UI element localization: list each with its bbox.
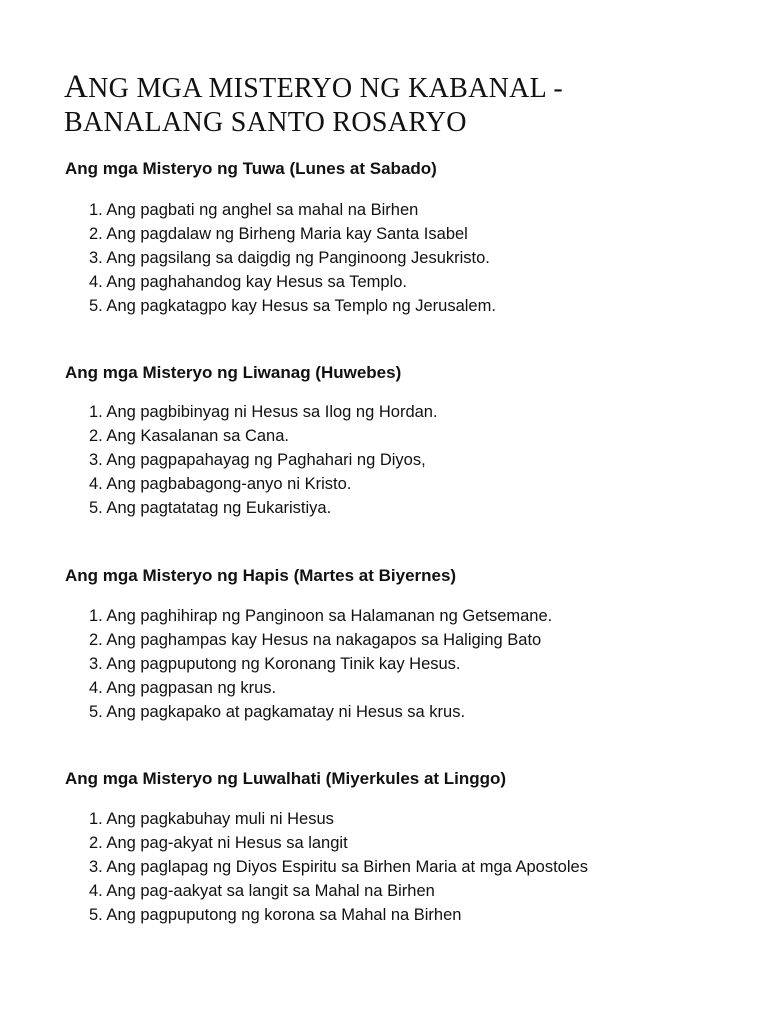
title-line-2: BANALANG SANTO ROSARYO (64, 107, 467, 138)
list-item: 5. Ang pagpuputong ng korona sa Mahal na Birhen (89, 906, 462, 924)
list-item: 1. Ang pagbibinyag ni Hesus sa Ilog ng Hordan. (89, 403, 438, 421)
list-item: 2. Ang Kasalanan sa Cana. (89, 427, 289, 445)
mystery-list-hapis (89, 604, 552, 724)
page-title (64, 70, 714, 140)
list-item: 5. Ang pagkapako at pagkamatay ni Hesus sa krus. (89, 703, 466, 721)
list-item: 3. Ang paglapag ng Diyos Espiritu sa Birhen Maria at mga Apostoles (89, 858, 588, 876)
section-heading-liwanag: Ang mga Misteryo ng Liwanag (Huwebes) (65, 363, 402, 382)
list-item: 5. Ang pagkatagpo kay Hesus sa Templo ng Jerusalem. (89, 297, 496, 315)
list-item: 2. Ang pagdalaw ng Birheng Maria kay Santa Isabel (89, 225, 468, 243)
section-heading-hapis: Ang mga Misteryo ng Hapis (Martes at Biyernes) (65, 566, 457, 585)
list-item: 4. Ang pag-aakyat sa langit sa Mahal na Birhen (89, 882, 435, 900)
mystery-list-liwanag (89, 400, 438, 520)
title-line-1 (64, 70, 714, 106)
title-first-letter: A (64, 69, 89, 105)
list-item: 4. Ang paghahandog kay Hesus sa Templo. (89, 273, 408, 291)
list-item: 1. Ang pagkabuhay muli ni Hesus (89, 810, 334, 828)
list-item: 1. Ang pagbati ng anghel sa mahal na Birhen (89, 201, 419, 219)
mystery-list-luwalhati (89, 807, 588, 927)
section-heading-tuwa: Ang mga Misteryo ng Tuwa (Lunes at Sabado) (65, 159, 437, 178)
list-item: 3. Ang pagpuputong ng Koronang Tinik kay Hesus. (89, 655, 461, 673)
list-item: 3. Ang pagsilang sa daigdig ng Panginoong Jesukristo. (89, 249, 490, 267)
title-line-1-text: NG MGA MISTERYO NG KABANAL - (88, 73, 563, 104)
list-item: 1. Ang paghihirap ng Panginoon sa Halamanan ng Getsemane. (89, 607, 553, 625)
list-item: 3. Ang pagpapahayag ng Paghahari ng Diyos, (89, 451, 426, 469)
section-heading-luwalhati: Ang mga Misteryo ng Luwalhati (Miyerkules at Linggo) (65, 769, 507, 788)
list-item: 2. Ang pag-akyat ni Hesus sa langit (89, 834, 348, 852)
mystery-list-tuwa (89, 198, 496, 318)
list-item: 5. Ang pagtatatag ng Eukaristiya. (89, 499, 332, 517)
list-item: 2. Ang paghampas kay Hesus na nakagapos sa Haliging Bato (89, 631, 542, 649)
list-item: 4. Ang pagbabagong-anyo ni Kristo. (89, 475, 352, 493)
list-item: 4. Ang pagpasan ng krus. (89, 679, 277, 697)
